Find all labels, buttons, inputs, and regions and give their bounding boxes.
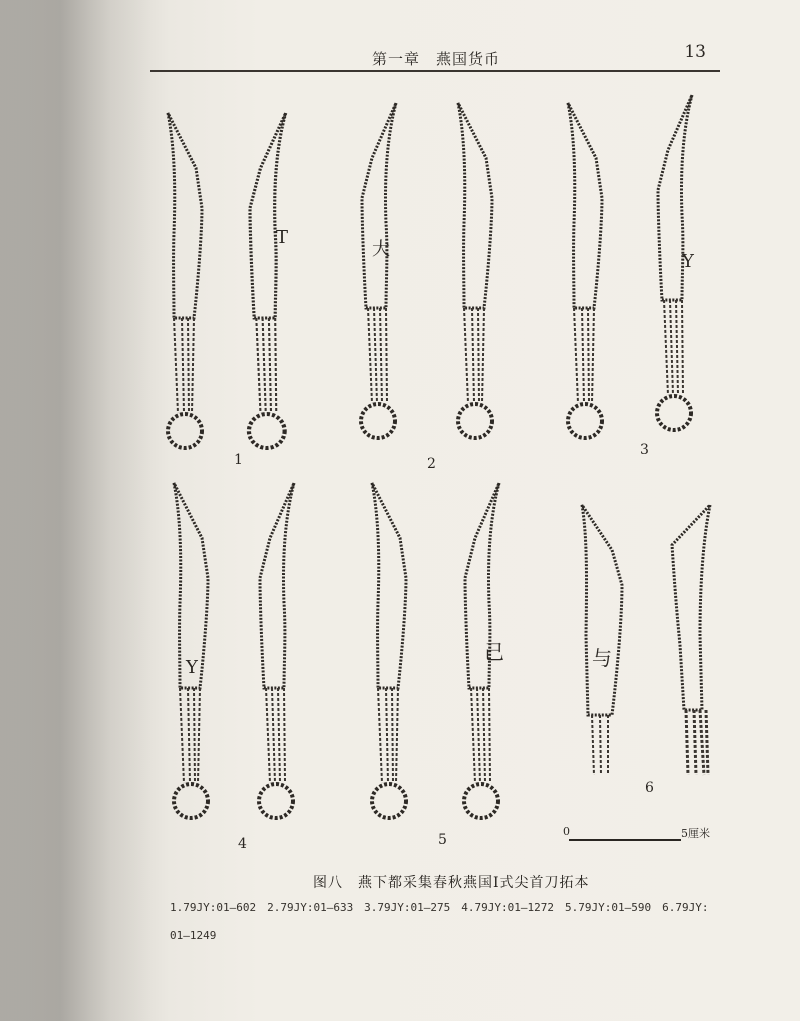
knife-mark-4: Y: [186, 657, 198, 678]
page-number: 13: [684, 42, 706, 62]
scale-start-label: 0: [563, 825, 570, 838]
knife-2a: [361, 103, 396, 438]
header-rule: [150, 70, 720, 72]
knife-mark-6: 与: [592, 646, 612, 670]
caption-notes-line-2: 01—1249: [170, 929, 217, 942]
figure-number-6: 6: [645, 780, 654, 796]
scale-bar: [563, 823, 733, 853]
figure-number-3: 3: [640, 442, 649, 458]
book-gutter-shadow: [0, 0, 150, 1021]
caption-notes-line-1: 1.79JY:01—602 2.79JY:01—633 3.79JY:01—275 4.79JY:01—1272 5.79JY:01—590 6.79JY:: [170, 901, 709, 914]
knife-mark-5: 己: [484, 640, 504, 664]
knife-rubbings-drawing: [150, 85, 740, 870]
knife-mark-3: Y: [682, 251, 694, 272]
knife-rubbings-plate: [150, 85, 740, 870]
figure-number-4: 4: [238, 836, 247, 852]
knife-2b: [458, 103, 492, 438]
figure-number-1: 1: [234, 452, 243, 468]
running-header: [150, 40, 720, 74]
caption-notes: [170, 894, 730, 950]
chapter-title: 第一章 燕国货币: [372, 50, 501, 68]
knife-4b: [259, 483, 294, 818]
knife-mark-2: 大: [372, 239, 390, 260]
knife-6b: [672, 505, 710, 775]
knife-5a: [372, 483, 406, 818]
knife-1b: [249, 113, 289, 448]
figure-number-5: 5: [438, 832, 447, 848]
knife-mark-1: T: [276, 227, 289, 248]
figure-number-2: 2: [427, 456, 436, 472]
scale-line: [569, 839, 681, 841]
scale-end-label: 5厘米: [681, 827, 710, 840]
knife-1a: [168, 113, 202, 448]
knife-6a: [582, 505, 622, 775]
figure-caption: 图八 燕下都采集春秋燕国Ⅰ式尖首刀拓本: [313, 875, 590, 891]
knife-4a: [174, 483, 208, 818]
knife-3a: [568, 103, 602, 438]
